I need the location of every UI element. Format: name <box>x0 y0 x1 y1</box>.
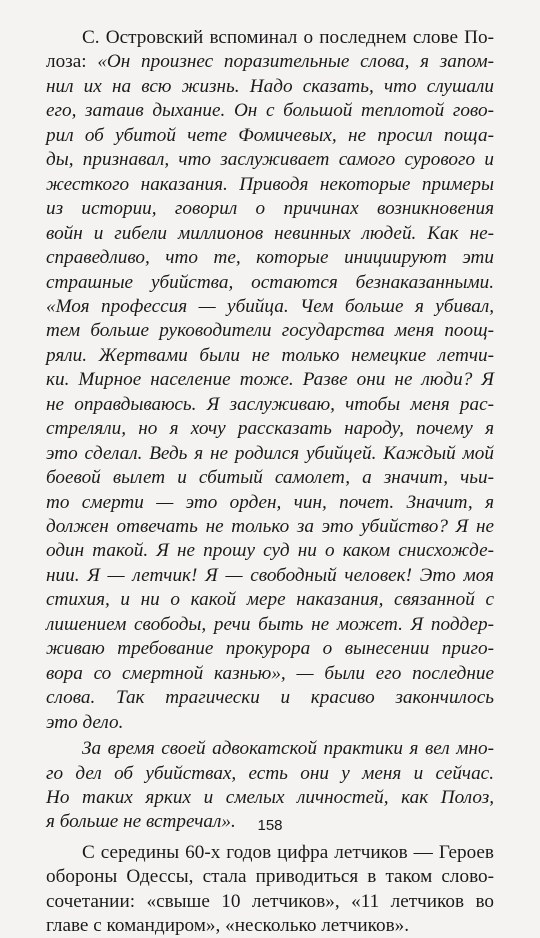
text-line: го дел об убийствах, есть они у меня и сейчас. <box>46 763 494 784</box>
text-line: боевой вылет и сбитый самолет, а значит, чьи- <box>46 467 494 488</box>
text-line: слова. Так трагически и красиво закончилось <box>46 687 494 708</box>
text-line: главе с командиром», «несколько летчиков». <box>46 915 410 936</box>
text-line: С. Островский вспоминал о последнем слове По- <box>82 27 494 48</box>
text-line: то смерти — это орден, чин, почет. Значит, я <box>46 492 494 513</box>
page-number: 158 <box>257 817 283 834</box>
text-line: из истории, говорил о причинах возникновения <box>46 198 494 219</box>
text-line: справедливо, что те, которые инициируют эти <box>46 247 494 268</box>
text-line: тем больше руководители государства меня поощ- <box>46 320 494 341</box>
text-line: стреляли, но я хочу рассказать народу, почему я <box>46 418 494 439</box>
text-line: живаю требование прокурора о вынесении приго- <box>46 638 494 659</box>
text-line: страшные убийства, остаются безнаказанными. <box>46 272 494 293</box>
text-line: ды, признавал, что заслуживает самого сурового и <box>46 149 494 170</box>
text-line: С середины 60-х годов цифра летчиков — Героев <box>82 842 494 863</box>
text-line: один такой. Я не прошу суд ни о каком снисхожде- <box>46 540 494 561</box>
text-line: обороны Одессы, стала приводиться в таком слово- <box>46 866 494 887</box>
text-line: Но таких ярких и смелых личностей, как Полоз, <box>46 787 494 808</box>
text-line: нии. Я — летчик! Я — свободный человек! Это моя <box>46 565 494 586</box>
text-line: войн и гибели миллионов невинных людей. Как не- <box>46 223 494 244</box>
text-line: это дело. <box>46 712 124 733</box>
text-line: стихия, и ни о какой мере наказания, связанной с <box>46 589 494 610</box>
text-line: вора со смертной казнью», — были его последние <box>46 663 494 684</box>
text-line-italic: «Он произнес поразительные слова, я запом- <box>97 51 494 72</box>
text-line: не оправдываюсь. Я заслуживаю, чтобы меня рас- <box>46 394 494 415</box>
text-line: я больше не встречал». <box>46 811 236 832</box>
text-line: За время своей адвокатской практики я вел мно- <box>82 738 494 759</box>
text-line: жесткого наказания. Приводя некоторые примеры <box>46 174 494 195</box>
text-line: это сделал. Ведь я не родился убийцей. Каждый мой <box>46 443 494 464</box>
text-line: лишением свободы, речи быть не может. Я поддер- <box>46 614 494 635</box>
text-line: ряли. Жертвами были не только немецкие летчи- <box>46 345 494 366</box>
text-line: сочетании: «свыше 10 летчиков», «11 летчиков во <box>46 891 494 912</box>
text-line: должен отвечать не только за это убийство? Я не <box>46 516 494 537</box>
text-line: ки. Мирное население тоже. Разве они не люди? Я <box>46 369 494 390</box>
text-line: его, затаив дыхание. Он с большой теплотой гово- <box>46 100 494 121</box>
text-line: «Моя профессия — убийца. Чем больше я убивал, <box>46 296 494 317</box>
text-line-roman: лоза: <box>46 51 98 72</box>
text-line: нил их на всю жизнь. Надо сказать, что слушали <box>46 76 494 97</box>
text-line: рил об убитой чете Фомичевых, не просил поща- <box>46 125 494 146</box>
text-line <box>46 50 494 74</box>
